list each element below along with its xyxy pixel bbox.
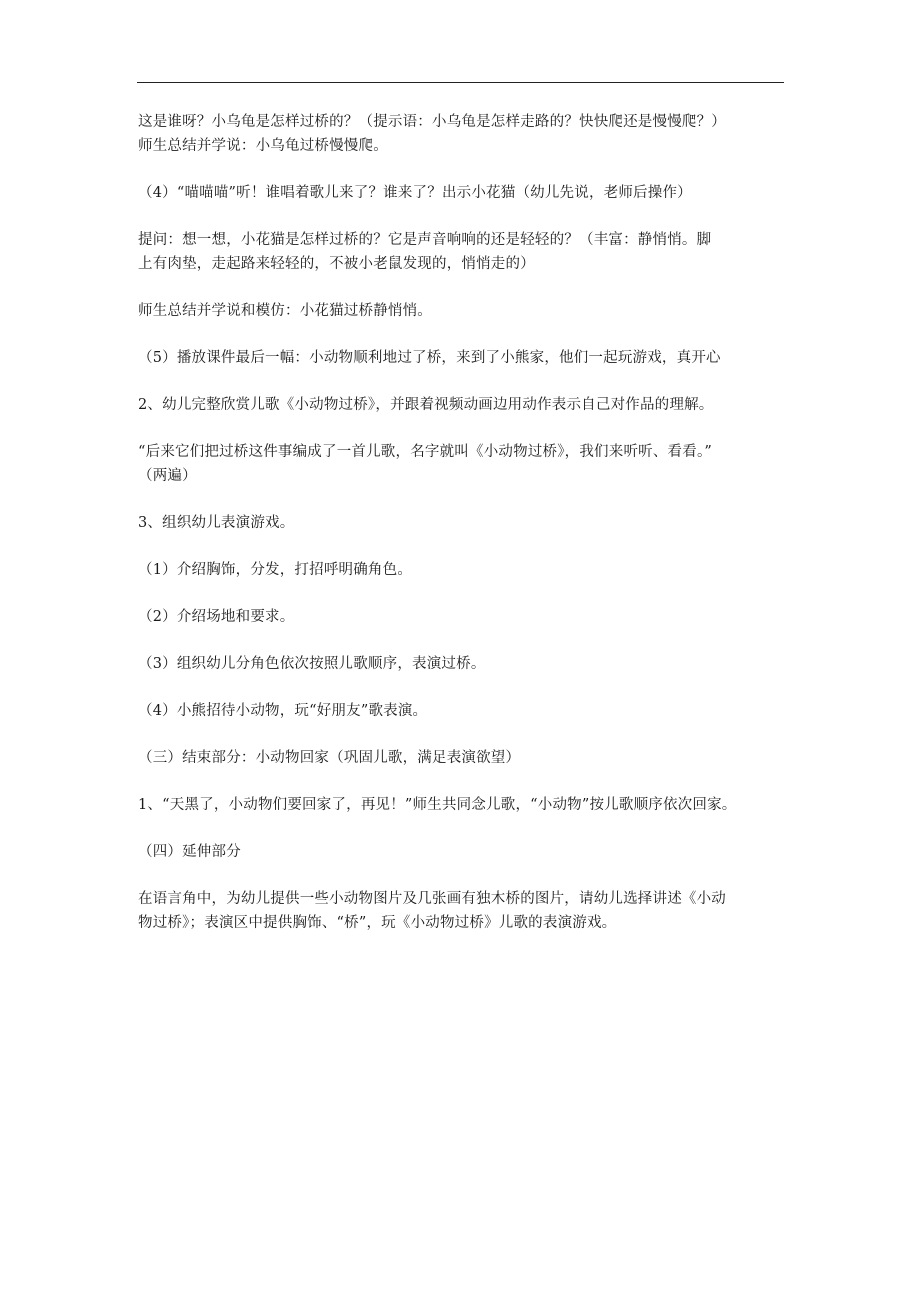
text-line: （三）结束部分：小动物回家（巩固儿歌，满足表演欲望）	[138, 750, 521, 766]
text-line: （4）“喵喵喵”听！谁唱着歌儿来了？谁来了？出示小花猫（幼儿先说，老师后操作）	[138, 185, 692, 201]
paragraph-substep-2	[138, 605, 788, 629]
text-line: （四）延伸部分	[138, 844, 241, 860]
text-line: （5）播放课件最后一幅：小动物顺利地过了桥，来到了小熊家，他们一起玩游戏，真开心	[138, 350, 721, 366]
text-line: 这是谁呀？小乌龟是怎样过桥的？（提示语：小乌龟是怎样走路的？快快爬还是慢慢爬？）	[138, 114, 726, 130]
paragraph-step-2	[138, 393, 788, 417]
header-rule	[137, 82, 784, 83]
paragraph-cat-intro	[138, 181, 788, 205]
text-line: （4）小熊招待小动物，玩“好朋友”歌表演。	[138, 703, 428, 719]
paragraph-step-3	[138, 511, 788, 535]
paragraph-substep-1	[138, 558, 788, 582]
text-line: 1、“天黑了，小动物们要回家了，再见！”师生共同念儿歌，“小动物”按儿歌顺序依次回家。	[138, 797, 737, 813]
text-line: “后来它们把过桥这件事编成了一首儿歌，名字就叫《小动物过桥》，我们来听听、看看。”	[138, 444, 713, 460]
paragraph-last-slide	[138, 346, 788, 370]
text-line: （1）介绍胸饰，分发，打招呼明确角色。	[138, 562, 413, 578]
text-line: 3、组织幼儿表演游戏。	[138, 515, 295, 531]
paragraph-section-extension	[138, 840, 788, 864]
document-body	[138, 110, 788, 935]
text-line: （2）介绍场地和要求。	[138, 609, 295, 625]
text-line: 师生总结并学说和模仿：小花猫过桥静悄悄。	[138, 303, 432, 319]
paragraph-substep-3	[138, 652, 788, 676]
text-line: 物过桥》；表演区中提供胸饰、“桥”，玩《小动物过桥》儿歌的表演游戏。	[138, 915, 617, 931]
paragraph-end-step-1	[138, 793, 788, 817]
text-line: （3）组织幼儿分角色依次按照儿歌顺序，表演过桥。	[138, 656, 486, 672]
text-line: 师生总结并学说：小乌龟过桥慢慢爬。	[138, 138, 388, 154]
text-line: 提问：想一想，小花猫是怎样过桥的？它是声音响响的还是轻轻的？（丰富：静悄悄。脚	[138, 232, 712, 248]
paragraph-cat-question	[138, 228, 788, 276]
paragraph-song-intro	[138, 440, 788, 488]
text-line: 2、幼儿完整欣赏儿歌《小动物过桥》，并跟着视频动画边用动作表示自己对作品的理解。	[138, 397, 714, 413]
text-line: （两遍）	[138, 468, 197, 484]
paragraph-substep-4	[138, 699, 788, 723]
text-line: 上有肉垫，走起路来轻轻的，不被小老鼠发现的，悄悄走的）	[138, 256, 535, 272]
paragraph-cat-summary	[138, 299, 788, 323]
paragraph-extension-detail	[138, 887, 788, 935]
paragraph-turtle	[138, 110, 788, 158]
text-line: 在语言角中，为幼儿提供一些小动物图片及几张画有独木桥的图片，请幼儿选择讲述《小动	[138, 891, 726, 907]
paragraph-section-end	[138, 746, 788, 770]
